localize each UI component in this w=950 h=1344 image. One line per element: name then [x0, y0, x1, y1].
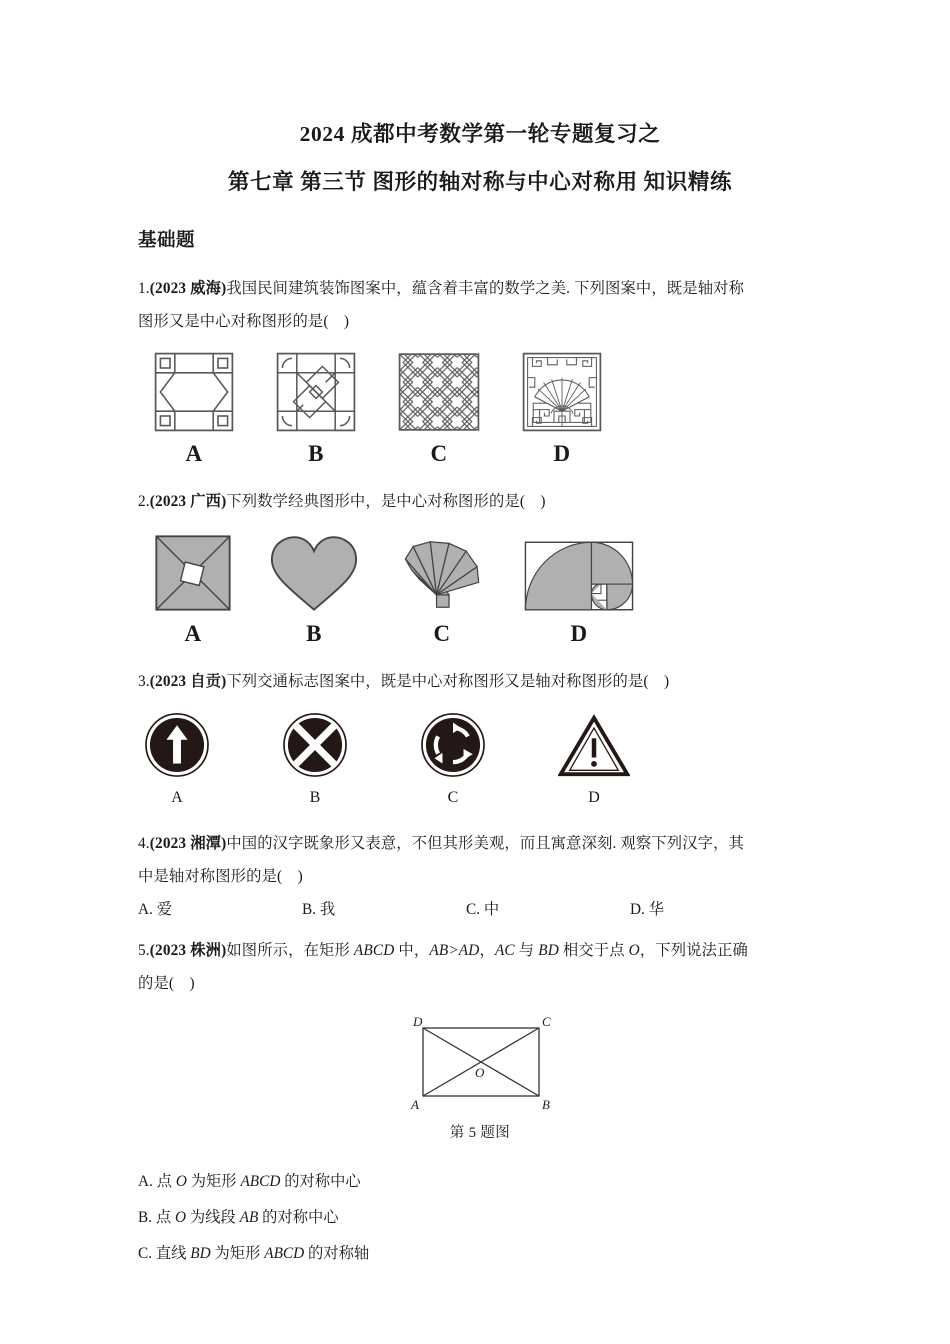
question-5-figure-row — [138, 1014, 822, 1142]
question-1-figures — [138, 352, 822, 467]
q5-source: (2023 株洲) — [149, 942, 227, 959]
question-4-options — [138, 893, 822, 926]
zhaoshuang-xiantu-figure — [154, 534, 232, 612]
q5-figure-cell — [389, 1014, 571, 1142]
q5-body-1: 如图所示，在矩形 ABCD 中，AB>AD，AC 与 BD 相交于点 O，下列说法正确 — [226, 942, 748, 959]
q3-option-d[interactable] — [558, 714, 630, 807]
q1-paren-close: ) — [343, 313, 350, 330]
hexagon-lattice-pattern — [154, 352, 234, 432]
q1-option-a[interactable] — [154, 352, 234, 467]
q5-body-2: 的是( — [138, 975, 175, 992]
theodorus-spiral-figure — [396, 534, 488, 612]
q2-body: 下列数学经典图形中，是中心对称图形的是( — [226, 493, 526, 510]
question-3-figures — [138, 712, 822, 807]
q1-body-1: 我国民间建筑装饰图案中，蕴含着丰富的数学之美. 下列图案中，既是轴对称 — [226, 280, 745, 297]
q4-source: (2023 湘潭) — [149, 835, 227, 852]
q2-number: 2. — [138, 493, 150, 510]
q2-paren-close: ) — [540, 493, 546, 510]
vertex-label-o: O — [475, 1065, 485, 1080]
q3-option-b[interactable] — [282, 712, 348, 807]
roundabout-sign — [420, 712, 486, 778]
q3-source: (2023 自贡) — [149, 673, 227, 690]
q4-number: 4. — [138, 835, 150, 852]
vertex-label-d: D — [413, 1014, 423, 1029]
q2-option-d[interactable] — [524, 540, 634, 647]
section-heading: 基础题 — [138, 231, 196, 251]
q1-body-2: 图形又是中心对称图形的是( — [138, 313, 329, 330]
q3-label-a: A — [171, 789, 183, 806]
q5-option-c[interactable]: C. 直线 BD 为矩形 ABCD 的对称轴 — [138, 1245, 370, 1262]
vertex-label-a: A — [411, 1097, 419, 1112]
question-2-text — [138, 485, 822, 518]
q5-option-b[interactable]: B. 点 O 为线段 AB 的对称中心 — [138, 1209, 339, 1226]
fibonacci-golden-spiral-figure — [524, 540, 634, 612]
q3-body: 下列交通标志图案中，既是中心对称图形又是轴对称图形的是( — [226, 673, 649, 690]
q2-source: (2023 广西) — [149, 493, 227, 510]
q3-label-b: B — [309, 789, 321, 806]
q2-label-b: B — [306, 621, 322, 646]
q1-label-d: D — [553, 441, 571, 466]
q2-label-a: A — [184, 621, 202, 646]
question-5-options — [138, 1164, 822, 1272]
question-1-text — [138, 272, 822, 338]
q4-body-1: 中国的汉字既象形又表意，不但其形美观，而且寓意深刻. 观察下列汉字，其 — [226, 835, 745, 852]
q3-option-c[interactable] — [420, 712, 486, 807]
q1-label-c: C — [430, 441, 448, 466]
q2-option-c[interactable] — [396, 534, 488, 647]
question-4-text — [138, 827, 822, 893]
q4-paren-close: ) — [297, 868, 303, 885]
q1-label-b: B — [308, 441, 324, 466]
q4-option-b[interactable]: B. 我 — [302, 901, 336, 918]
q2-label-c: C — [433, 621, 451, 646]
q5-number: 5. — [138, 942, 150, 959]
q4-option-c[interactable]: C. 中 — [466, 901, 500, 918]
q1-option-b[interactable] — [276, 352, 356, 467]
q1-source: (2023 威海) — [149, 280, 227, 297]
q1-number: 1. — [138, 280, 150, 297]
no-stopping-cross-sign — [282, 712, 348, 778]
page-title-line-1: 2024 成都中考数学第一轮专题复习之 — [299, 122, 661, 146]
q2-option-b[interactable] — [268, 534, 360, 647]
q4-option-a[interactable]: A. 爱 — [138, 901, 172, 918]
q5-option-a[interactable]: A. 点 O 为矩形 ABCD 的对称中心 — [138, 1173, 361, 1190]
page-title-line-2: 第七章 第三节 图形的轴对称与中心对称用 知识精练 — [227, 169, 733, 194]
question-3-text — [138, 665, 822, 698]
straight-ahead-arrow-sign — [144, 712, 210, 778]
q1-option-d[interactable] — [522, 352, 602, 467]
q3-option-a[interactable] — [144, 712, 210, 807]
question-2-figures — [138, 534, 822, 647]
page-content — [138, 0, 822, 1272]
q2-option-a[interactable] — [154, 534, 232, 647]
q3-label-d: D — [588, 789, 600, 806]
q3-number: 3. — [138, 673, 150, 690]
warning-triangle-sign — [558, 714, 630, 778]
q1-option-c[interactable] — [398, 352, 480, 467]
heart-figure — [268, 534, 360, 612]
q3-label-c: C — [447, 789, 459, 806]
q4-body-2: 中是轴对称图形的是( — [138, 868, 283, 885]
figure-5-caption: 第 5 题图 — [449, 1125, 511, 1141]
q1-label-a: A — [185, 441, 203, 466]
vertex-label-c: C — [542, 1014, 551, 1029]
q4-option-d[interactable]: D. 华 — [630, 901, 664, 918]
rectangle-abcd-diagonals — [389, 1014, 571, 1114]
q5-paren-close: ) — [189, 975, 195, 992]
herringbone-weave-pattern — [398, 352, 480, 432]
question-5-text — [138, 934, 822, 1000]
vertex-label-b: B — [542, 1097, 550, 1112]
q2-label-d: D — [570, 621, 588, 646]
fan-greek-key-pattern — [522, 352, 602, 432]
interlocking-diamonds-pattern — [276, 352, 356, 432]
q3-paren-close: ) — [663, 673, 670, 690]
